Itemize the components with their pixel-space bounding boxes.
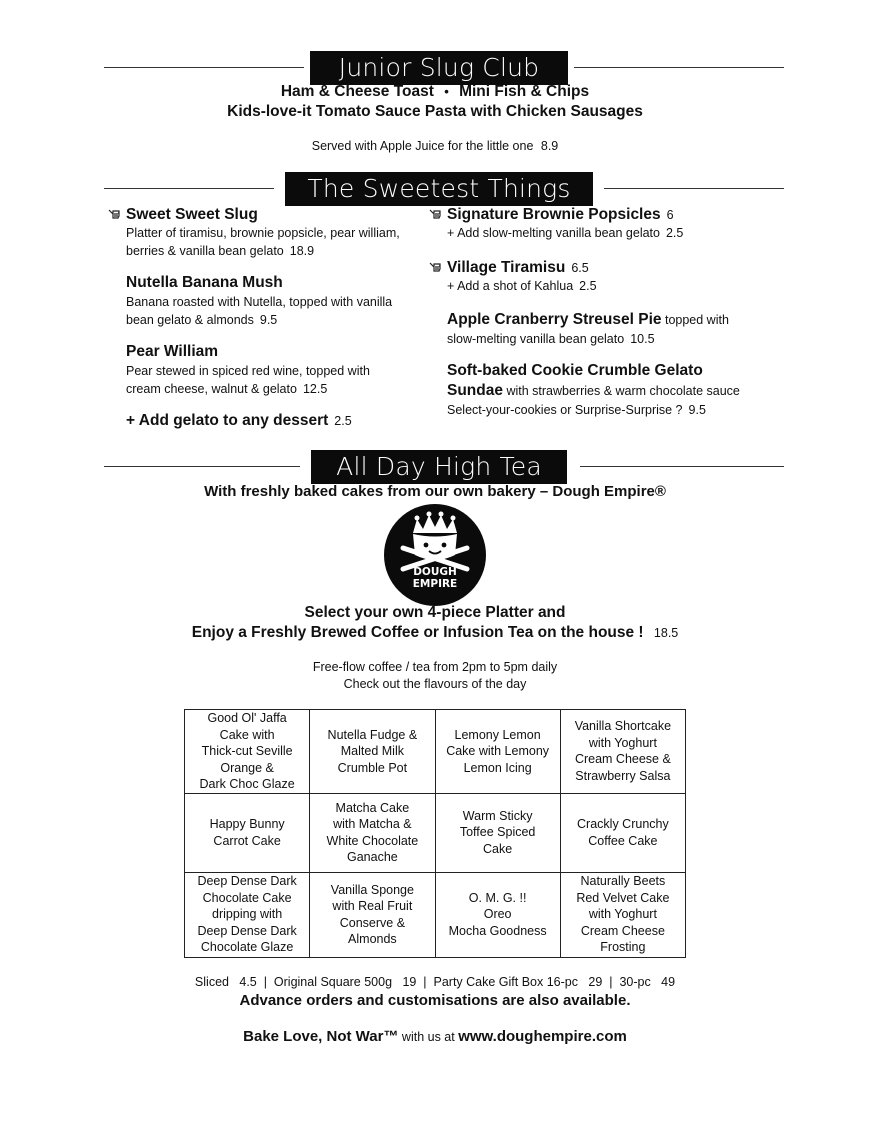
nutella-banana-price: 9.5 — [259, 313, 278, 327]
cake-cell: Matcha Cake with Matcha & White Chocolate Ganache — [310, 793, 435, 872]
tiramisu-desc-price: 2.5 — [579, 279, 597, 293]
sweet-slug-item — [107, 205, 258, 224]
junior-bullet: • — [444, 84, 449, 99]
pie-tail: topped with — [661, 313, 729, 327]
footer-with: with us at — [398, 1030, 459, 1044]
pointing-hand-icon — [428, 205, 444, 221]
cake-cell: Naturally Beets Red Velvet Cake with Yoghurt Cream Cheese Frosting — [560, 872, 685, 957]
footer — [0, 1028, 870, 1045]
sundae-title-line-2 — [447, 382, 740, 400]
sweet-slug-title: Sweet Sweet Slug — [126, 206, 258, 223]
pie-title-line — [447, 311, 729, 329]
table-row — [185, 793, 686, 872]
pear-william-price: 12.5 — [302, 382, 328, 396]
table-row — [185, 872, 686, 957]
sundae-desc — [447, 401, 706, 419]
sweet-slug-desc-2: berries & vanilla bean gelato — [126, 244, 284, 258]
pointing-hand-icon — [107, 205, 123, 221]
hightea-subtitle: With freshly baked cakes from our own bakery – Dough Empire® — [204, 483, 666, 500]
cake-cell: O. M. G. !! Oreo Mocha Goodness — [435, 872, 560, 957]
sweetest-banner: The Sweetest Things — [285, 172, 593, 206]
junior-rule-right — [574, 67, 784, 68]
sundae-desc-text: Select-your-cookies or Surprise-Surprise ? — [447, 403, 683, 417]
brownie-desc — [447, 224, 683, 242]
pear-william-desc — [126, 362, 370, 398]
brownie-desc-price: 2.5 — [665, 226, 684, 240]
sweetest-rule-right — [604, 188, 784, 189]
cake-cell: Nutella Fudge & Malted Milk Crumble Pot — [310, 710, 435, 794]
add-gelato-price: 2.5 — [334, 414, 352, 428]
cake-cell: Happy Bunny Carrot Cake — [185, 793, 310, 872]
add-gelato-label: + Add gelato to any dessert — [126, 412, 329, 429]
tiramisu-desc-text: + Add a shot of Kahlua — [447, 279, 574, 293]
pear-william-desc-2: cream cheese, walnut & gelato — [126, 382, 297, 396]
sundae-tail: with strawberries & warm chocolate sauce — [502, 384, 740, 398]
cake-cell: Vanilla Sponge with Real Fruit Conserve & Almonds — [310, 872, 435, 957]
brownie-price: 6 — [666, 208, 674, 222]
sweet-slug-desc — [126, 224, 400, 260]
pie-price: 10.5 — [630, 332, 655, 346]
pear-william-desc-1: Pear stewed in spiced red wine, topped with — [126, 364, 370, 378]
platter-line-1: Select your own 4-piece Platter and — [304, 604, 566, 621]
pricing-line: Sliced 4.5 | Original Square 500g 19 | Party Cake Gift Box 16-pc 29 | 30-pc 49 — [194, 975, 676, 989]
hightea-rule-left — [104, 466, 300, 467]
cake-cell: Warm Sticky Toffee Spiced Cake — [435, 793, 560, 872]
cake-cell: Good Ol' Jaffa Cake with Thick-cut Seville Orange & Dark Choc Glaze — [185, 710, 310, 794]
sundae-title-2: Sundae — [447, 382, 503, 399]
footer-slogan: Bake Love, Not War™ — [243, 1028, 399, 1045]
cake-cell: Lemony Lemon Cake with Lemony Lemon Icing — [435, 710, 560, 794]
logo-text-1: DOUGH — [413, 566, 457, 578]
junior-rule-left — [104, 67, 304, 68]
hightea-rule-right — [580, 466, 784, 467]
junior-line-2: Kids-love-it Tomato Sauce Pasta with Chicken Sausages — [227, 103, 643, 120]
sweet-slug-price: 18.9 — [289, 244, 315, 258]
tiramisu-price: 6.5 — [571, 261, 589, 275]
flavours: Check out the flavours of the day — [343, 677, 527, 691]
junior-item-fish: Mini Fish & Chips — [459, 83, 590, 100]
cake-cell: Deep Dense Dark Chocolate Cake dripping with Deep Dense Dark Chocolate Glaze — [185, 872, 310, 957]
sweet-slug-desc-1: Platter of tiramisu, brownie popsicle, pear william, — [126, 226, 400, 240]
hightea-banner: All Day High Tea — [311, 450, 567, 484]
platter-line-2-text: Enjoy a Freshly Brewed Coffee or Infusion Tea on the house ! — [191, 624, 644, 641]
nutella-banana-desc — [126, 293, 392, 329]
junior-price: 8.9 — [540, 139, 559, 153]
footer-website-link[interactable]: www.doughempire.com — [458, 1028, 627, 1045]
junior-banner: Junior Slug Club — [310, 51, 568, 85]
free-flow: Free-flow coffee / tea from 2pm to 5pm daily — [312, 660, 558, 674]
pointing-hand-icon — [428, 258, 444, 274]
sundae-title-1: Soft-baked Cookie Crumble Gelato — [447, 362, 703, 379]
tiramisu-desc — [447, 277, 597, 295]
pie-title: Apple Cranberry Streusel Pie — [447, 311, 662, 328]
cake-cell: Crackly Crunchy Coffee Cake — [560, 793, 685, 872]
nutella-banana-title: Nutella Banana Mush — [126, 274, 283, 291]
tiramisu-title: Village Tiramisu — [447, 259, 566, 276]
pie-desc-text: slow-melting vanilla bean gelato — [447, 332, 625, 346]
nutella-banana-desc-2: bean gelato & almonds — [126, 313, 254, 327]
add-gelato — [126, 412, 352, 430]
cake-flavours-table — [184, 709, 686, 958]
nutella-banana-desc-1: Banana roasted with Nutella, topped with vanilla — [126, 295, 393, 309]
brownie-item — [428, 205, 674, 224]
junior-served — [0, 139, 870, 153]
tiramisu-item — [428, 258, 589, 277]
junior-line-1 — [0, 83, 870, 101]
advance-orders: Advance orders and customisations are also available. — [239, 992, 631, 1009]
sundae-price: 9.5 — [688, 403, 706, 417]
logo-text-2: EMPIRE — [412, 578, 458, 590]
platter-price: 18.5 — [653, 626, 679, 640]
platter-line-2 — [0, 624, 870, 642]
brownie-desc-text: + Add slow-melting vanilla bean gelato — [447, 226, 660, 240]
dough-empire-logo — [383, 503, 487, 607]
junior-served-text: Served with Apple Juice for the little one — [311, 139, 534, 153]
sweetest-rule-left — [104, 188, 274, 189]
table-row — [185, 710, 686, 794]
cake-cell: Vanilla Shortcake with Yoghurt Cream Cheese & Strawberry Salsa — [560, 710, 685, 794]
junior-item-toast: Ham & Cheese Toast — [280, 83, 434, 100]
pie-desc — [447, 330, 655, 348]
brownie-title: Signature Brownie Popsicles — [447, 206, 661, 223]
pear-william-title: Pear William — [126, 343, 219, 360]
